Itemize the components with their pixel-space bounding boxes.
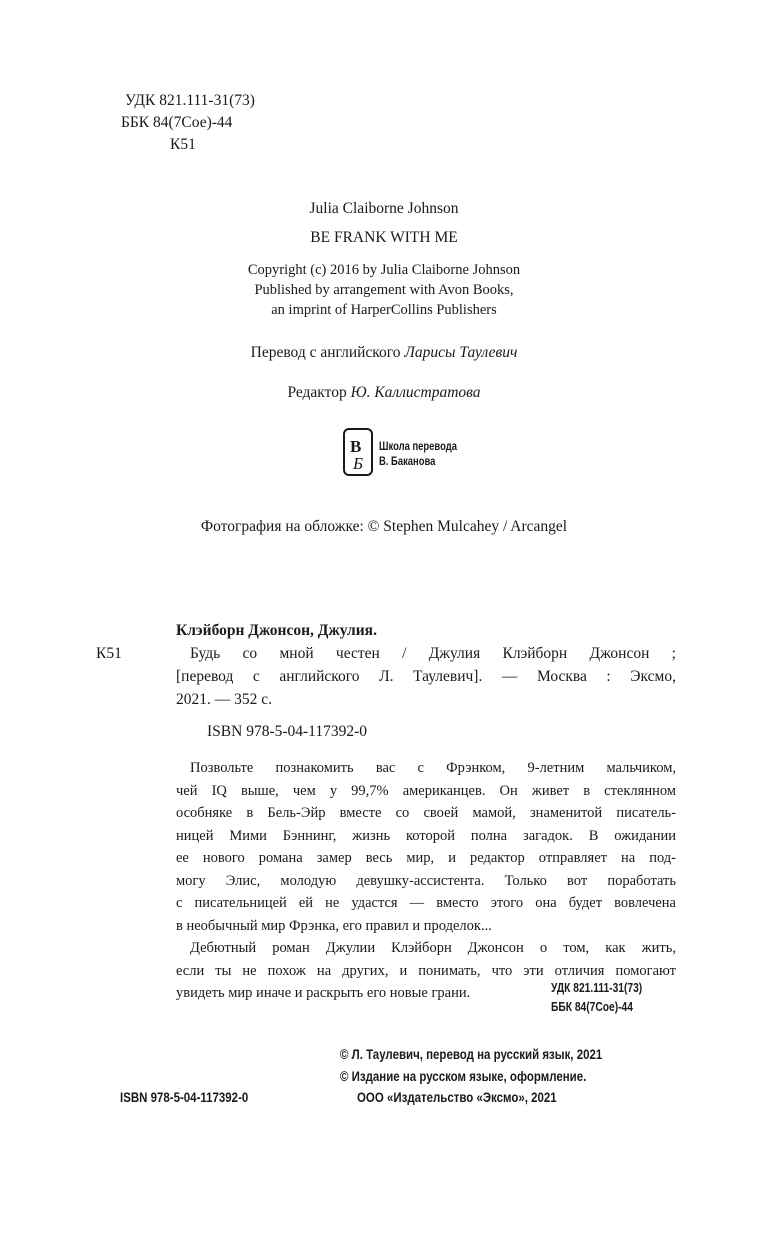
catalog-code: К51	[96, 645, 122, 662]
annotation-line: в необычный мир Фрэнка, его правил и проделок...	[176, 917, 492, 934]
annotation-line: могу Элис, молодую девушку-ассистента. Только вот поработать	[176, 872, 676, 889]
translation-school-logo	[343, 428, 373, 476]
copyright-line: an imprint of HarperCollins Publishers	[271, 302, 497, 318]
udk-code: УДК 821.111-31(73)	[125, 92, 255, 109]
annotation-line: если ты не похож на других, и понимать, что эти отличия помогают	[176, 962, 676, 979]
translator-name: Ларисы Таулевич	[404, 344, 518, 361]
original-author: Julia Claiborne Johnson	[309, 200, 459, 217]
annotation-line: с писательницей ей не удастся — вместо этого она будет вовлечена	[176, 895, 676, 911]
imprint-line: © Издание на русском языке, оформление.	[340, 1068, 587, 1084]
annotation-line: Дебютный роман Джулии Клэйборн Джонсон о том, как жить,	[190, 940, 676, 956]
editor-prefix: Редактор	[287, 384, 351, 401]
annotation-line: чей IQ выше, чем у 99,7% американцев. Он живет в стеклянном	[176, 782, 676, 799]
copyright-line: Published by arrangement with Avon Books,	[254, 282, 514, 298]
annotation-line: Позвольте познакомить вас с Фрэнком, 9-летним мальчиком,	[190, 760, 676, 776]
catalog-line: Будь со мной честен / Джулия Клэйборн Джонсон ;	[190, 645, 676, 662]
bottom-bbk: ББК 84(7Сое)-44	[551, 1000, 633, 1014]
imprint-line: © Л. Таулевич, перевод на русский язык, 2021	[340, 1046, 603, 1062]
annotation-line: ницей Мими Бэннинг, жизнь которой полна загадок. В ожидании	[176, 827, 676, 844]
annotation	[176, 757, 676, 1005]
catalog-line: 2021. — 352 с.	[176, 691, 273, 708]
imprint-isbn: ISBN 978-5-04-117392-0	[120, 1089, 249, 1105]
translation-prefix: Перевод с английского	[250, 344, 405, 361]
cover-photo-credit: Фотография на обложке: © Stephen Mulcahey / Arcangel	[200, 518, 568, 535]
author-code: К51	[170, 136, 196, 153]
translation-credit	[0, 342, 768, 364]
logo-text-line2: В. Баканова	[379, 456, 436, 468]
bbk-code: ББК 84(7Сое)-44	[121, 114, 233, 131]
editor-credit	[0, 382, 768, 404]
catalog-isbn: ISBN 978-5-04-117392-0	[207, 723, 368, 740]
svg-text:B: B	[350, 437, 362, 456]
annotation-line: увидеть мир иначе и раскрыть его новые грани.	[176, 985, 471, 1001]
monogram-icon	[347, 432, 371, 474]
catalog-line: [перевод с английского Л. Таулевич]. — Москва : Эксмо,	[176, 668, 676, 685]
copyright-line: Copyright (c) 2016 by Julia Claiborne Johnson	[247, 262, 521, 278]
svg-text:Б: Б	[353, 454, 364, 473]
logo-text-line1: Школа перевода	[379, 441, 457, 453]
annotation-line: особняке в Бель-Эйр вместе со своей мамой, знаменитой писатель-	[176, 805, 676, 821]
original-title: BE FRANK WITH ME	[310, 229, 458, 246]
annotation-line: ее нового романа замер весь мир, и редактор отправляет на под-	[176, 850, 676, 866]
bottom-udk: УДК 821.111-31(73)	[551, 981, 643, 995]
editor-name: Ю. Каллистратова	[350, 384, 481, 401]
catalog-heading: Клэйборн Джонсон, Джулия.	[176, 622, 377, 639]
imprint-line: ООО «Издательство «Эксмо», 2021	[357, 1089, 557, 1105]
